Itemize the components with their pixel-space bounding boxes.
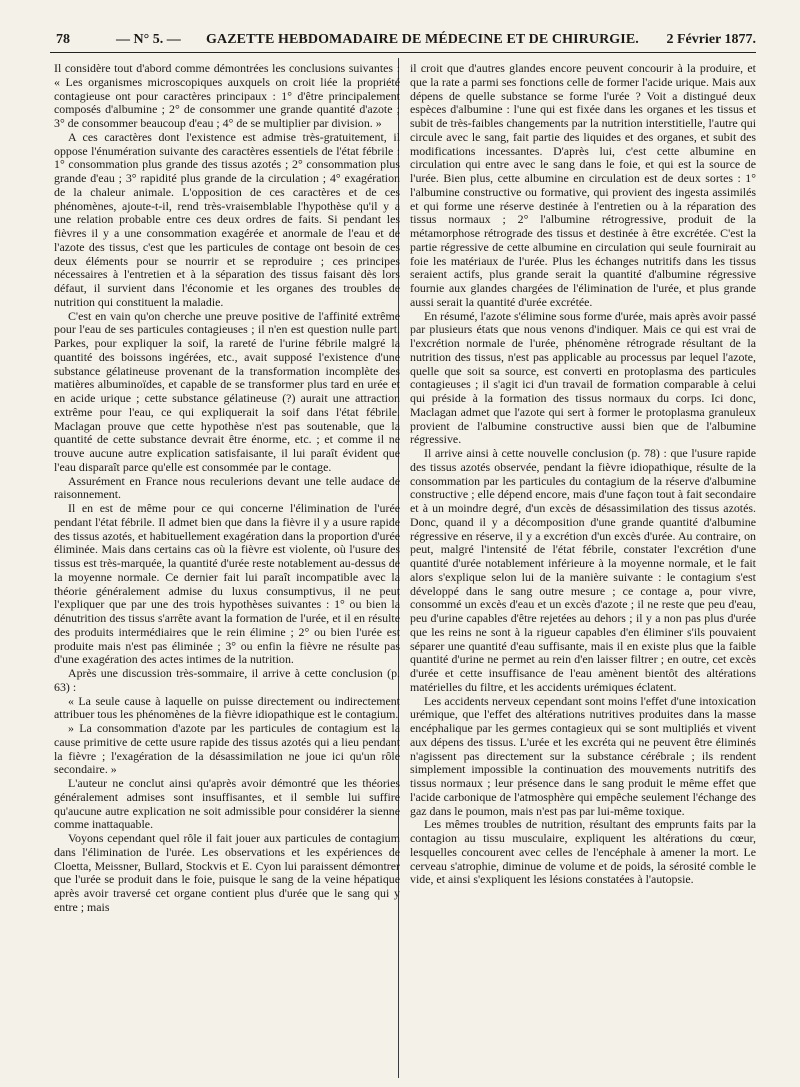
paragraph: En résumé, l'azote s'élimine sous forme d'urée, mais après avoir passé par plusieurs états que nous venons d'indiquer. Mais ce qui est vrai de l'excrétion normale de l'urée, phénomène rétrograde résultant de la nutrition des tissus, n'est pas applicable au processus par lequel l'azote, quelle que soit sa source, est converti en protoplasma des particules contagieuses ; il s'agit ici d'un travail de formation comparable à celui qui préside à la formation des tissus normaux du corps. Ici donc, Maclagan admet que l'azote qui sert à former le protoplasma granuleux provient de l'albumine constructive aussi bien que de l'albumine régressive. — [410, 308, 756, 447]
paragraph: Assurément en France nous reculerions devant une telle audace de raisonnement. — [54, 473, 400, 502]
journal-title: GAZETTE HEBDOMADAIRE DE MÉDECINE ET DE CHIRURGIE. — [206, 32, 639, 47]
page-number: 78 — [56, 32, 70, 47]
paragraph: Voyons cependant quel rôle il fait jouer aux particules de contagium dans l'élimination de l'urée. Les observations et les expériences de Cloetta, Meissner, Bullard, Stockvis et E. Cyon lui paraissent démontrer que l'urée se produit dans le foie, puisque le sang de la veine hépatique après avoir traversé cet organe contient plus d'urée que le sang qui y entre ; mais — [54, 831, 400, 914]
paragraph: Il en est de même pour ce qui concerne l'élimination de l'urée pendant l'état fébrile. Il admet bien que dans la fièvre il y a usure rapide des tissus azotés, et habituellement exagération dans la proportion d'urée éliminée. Mais dans certains cas où la fièvre est violente, où l'usure des tissus est très-marquée, la quantité d'urée reste notablement au-dessus de la moyenne normale. Ce dernier fait lui paraît incompatible avec la théorie généralement admise du luxus consumptivus, il ne peut l'expliquer que par une des trois hypothèses suivantes : 1° ou bien la dénutrition des tissus s'arrête avant la formation de l'urée, et il en résulte des produits intermédiaires que le rein élimine ; 2° ou bien l'urée est produite mais n'est pas éliminée ; 3° ou enfin la fièvre ne résulte pas d'une exagération des actes intimes de la nutrition. — [54, 501, 400, 667]
paragraph: Il arrive ainsi à cette nouvelle conclusion (p. 78) : que l'usure rapide des tissus azotés observée, pendant la fièvre idiopathique, résulte de la consommation par les particules du contagium de la réserve d'albumine constructive ; elle dépend encore, mais d'une façon tout à fait secondaire et à un moindre degré, d'un excès de désassimilation des tissus azotés. Donc, quand il y a décomposition d'une grande quantité d'albumine régressive en réserve, il y a excrétion d'un excès d'urée. Au contraire, on peut, malgré l'intensité de l'état fébrile, constater l'excrétion d'une quantité d'urée notablement inférieure à la moyenne normale, et le fait alors s'explique selon lui de la manière suivante : le contagium s'est développé dans le sang outre mesure ; ce contage a, pour vivre, consommé un excès d'eau et un excès d'azote ; il ne reste que peu d'eau, peu d'urine capables d'être rejetées au dehors ; il y a non pas plus d'urée que les reins ne sont à la rigueur capables d'en éliminer s'ils pouvaient séparer une quantité d'eau suffisante, mais il en existe plus que la faible quantité d'urine ne permet au rein d'en laisser filtrer ; en outre, cet excès d'urée et cette insuffisance de l'eau amènent bientôt des altérations matérielles du filtre, et les accidents urémiques éclatent. — [410, 446, 756, 694]
paragraph: Après une discussion très-sommaire, il arrive à cette conclusion (p. 63) : — [54, 666, 400, 694]
right-column — [410, 62, 756, 887]
issue-date: 2 Février 1877. — [666, 32, 756, 47]
paragraph: Il considère tout d'abord comme démontrées les conclusions suivantes : « Les organismes microscopiques auxquels on croit liée la propriété contagieuse ont pour caractères principaux : 1° d'être principalement composés d'albumine ; 2° de consommer une grande quantité d'azote ; 3° de consommer beaucoup d'eau ; 4° de se multiplier par division. » — [54, 61, 400, 130]
paragraph: C'est en vain qu'on cherche une preuve positive de l'affinité extrême pour l'eau de ses particules contagieuses ; il n'en est question nulle part. Parkes, pour expliquer la soif, la rareté de l'urine fébrile malgré la quantité des boissons ingérées, etc., avait supposé l'existence d'une substance gélatineuse provenant de la transformation incomplète des matières albuminoïdes, et capable de se transformer plus tard en urée et en acide urique ; cette substance gélatineuse (?) aurait une attraction extrême pour l'eau, ce qui expliquerait la soif dans l'état fébrile. Maclagan prouve que cette hypothèse n'est pas soutenable, que la quantité de cette substance devrait être énorme, etc. ; et comme il ne trouve aucune autre explication satisfaisante, il lui paraît évident que l'eau disparaît parce qu'elle est consommée par le contage. — [54, 308, 400, 474]
paragraph: A ces caractères dont l'existence est admise très-gratuitement, il oppose l'énumération suivante des caractères essentiels de l'état fébrile : 1° consommation plus grande des tissus azotés ; 2° consommation plus grande d'eau ; 3° rapidité plus grande de la circulation ; 4° exagération de la chaleur animale. L'opposition de ces caractères et de ces phénomènes, ajoute-t-il, rend très-vraisemblable l'hypothèse qu'il y a une relation probable entre ces deux ordres de faits. Si pendant les fièvres il y a une consommation exagérée et anormale de l'eau et de l'azote des tissus, c'est que les particules de contage ont besoin de ces deux éléments pour se nourrir et se reproduire ; ces principes nécessaires à l'entretien et à la séparation des tissus faisant dès lors défaut, il survient dans l'économie et les organes des troubles de nutrition qui constituent la maladie. — [54, 129, 400, 309]
quote-paragraph: » La consommation d'azote par les particules de contagium est la cause primitive de cette usure rapide des tissus azotés qui a lieu pendant la fièvre ; l'exagération de la désassimilation ne joue ici qu'un rôle secondaire. » — [54, 721, 400, 777]
issue-number: — N° 5. — — [116, 32, 181, 47]
quote-paragraph: « La seule cause à laquelle on puisse directement ou indirectement attribuer tous les phénomènes de la fièvre idiopathique est le contagium. — [54, 693, 400, 722]
paragraph: L'auteur ne conclut ainsi qu'après avoir démontré que les théories généralement admises sont insuffisantes, et il semble lui suffire qu'aucune autre explication ne soit admissible pour considérer la sienne comme inattaquable. — [54, 776, 400, 832]
paragraph: Les mêmes troubles de nutrition, résultant des emprunts faits par la contagion au tissu musculaire, expliquent les altérations du cœur, lesquelles concourent avec celles de l'encéphale à amener la mort. Le cerveau s'atrophie, diminue de volume et de poids, la sérosité comble le vide, et ainsi s'expliquent les lésions constatées à l'autopsie. — [410, 817, 756, 887]
page-header — [44, 32, 756, 52]
header-rule — [50, 52, 756, 53]
paragraph: Les accidents nerveux cependant sont moins l'effet d'une intoxication urémique, que l'effet des altérations nutritives produites dans la masse encéphalique par les germes contagieux qui se sont multipliés et vivent aux dépens des tissus. L'urée et les excréta qui ne peuvent être éliminés n'agissent pas directement sur la substance cérébrale ; ils rendent simplement impossible la continuation des mouvements nutritifs des tissus normaux ; leur présence dans le sang produit le même effet que l'acide carbonique de l'atmosphère qui empêche seulement l'échange des gaz dans le poumon, mais n'est pas par lui-même toxique. — [410, 693, 756, 818]
left-column — [54, 62, 400, 915]
paragraph: il croit que d'autres glandes encore peuvent concourir à la produire, et que la rate a parmi ses fonctions celle de former l'acide urique. Mais aux dépens de quelle substance se forme l'urée ? Voit a distingué deux espèces d'albumine : l'une qui est fixée dans les organes et les tissus et subit de très-faibles changements par la nutrition interstitielle, l'autre qui circule avec le sang, fait partie des liquides et des organes, et subit des modifications incessantes. D'après lui, c'est cette albumine en circulation qui entre avec le sang dans le foie, et qui est la source de l'urée. Bien plus, cette albumine en circulation est de deux sortes : 1° l'albumine constructive ou formative, qui provient des ingesta assimilés et qui forme une réserve destinée à l'entretien ou à la réparation des tissus normaux ; 2° l'albumine rétrogressive, produit de la métamorphose rétrograde des tissus et destinée à être excrétée. C'est la partie régressive de cette albumine en circulation qui seule fournirait au foie les matériaux de l'urée. Plus les échanges nutritifs dans les tissus seraient actifs, plus grande serait la quantité d'albumine régressive fournie aux glandes chargées de l'élimination de l'urée, et plus grande aussi serait la quantité d'urée excrétée. — [410, 61, 756, 309]
